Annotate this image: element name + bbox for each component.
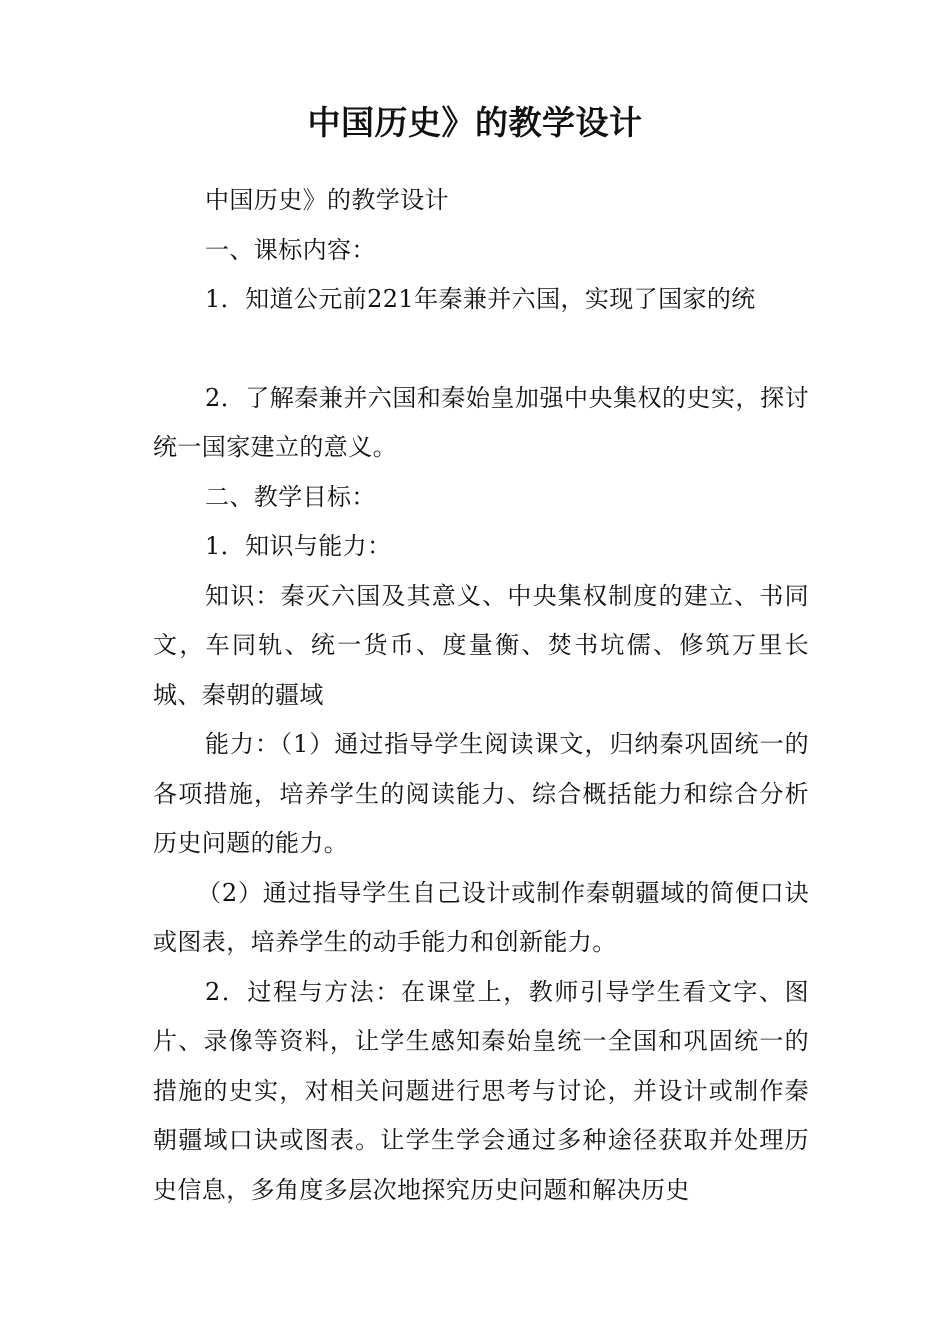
section-heading-curriculum: 一、课标内容： bbox=[205, 235, 376, 264]
curriculum-item-1: 1．知道公元前221年秦兼并六国，实现了国家的统 bbox=[205, 285, 756, 313]
subtitle-paragraph: 中国历史》的教学设计 bbox=[205, 186, 449, 214]
objective-heading-knowledge-ability: 1．知识与能力： bbox=[205, 532, 392, 560]
document-title: 中国历史》的教学设计 bbox=[307, 103, 643, 142]
section-heading-objectives: 二、教学目标： bbox=[205, 482, 376, 511]
curriculum-item-2: 2．了解秦兼并六国和秦始皇加强中央集权的史实，探讨统一国家建立的意义。 bbox=[153, 383, 809, 461]
ability-paragraph-1: 能力：（1）通过指导学生阅读课文，归纳秦巩固统一的各项措施，培养学生的阅读能力、综合概括能力和综合分析历史问题的能力。 bbox=[153, 730, 809, 857]
process-method-paragraph: 2．过程与方法：在课堂上，教师引导学生看文字、图片、录像等资料，让学生感知秦始皇统一全国和巩固统一的措施的史实，对相关问题进行思考与讨论，并设计或制作秦朝疆域口诀或图表。让学生学会通过多种途径获取并处理历史信息，多角度多层次地探究历史问题和解决历史 bbox=[153, 977, 809, 1204]
document-body bbox=[153, 176, 809, 1215]
ability-paragraph-2: （2）通过指导学生自己设计或制作秦朝疆域的简便口诀或图表，培养学生的动手能力和创新能力。 bbox=[153, 878, 809, 956]
knowledge-paragraph: 知识：秦灭六国及其意义、中央集权制度的建立、书同文，车同轨、统一货币、度量衡、焚书坑儒、修筑万里长城、秦朝的疆域 bbox=[153, 581, 809, 709]
